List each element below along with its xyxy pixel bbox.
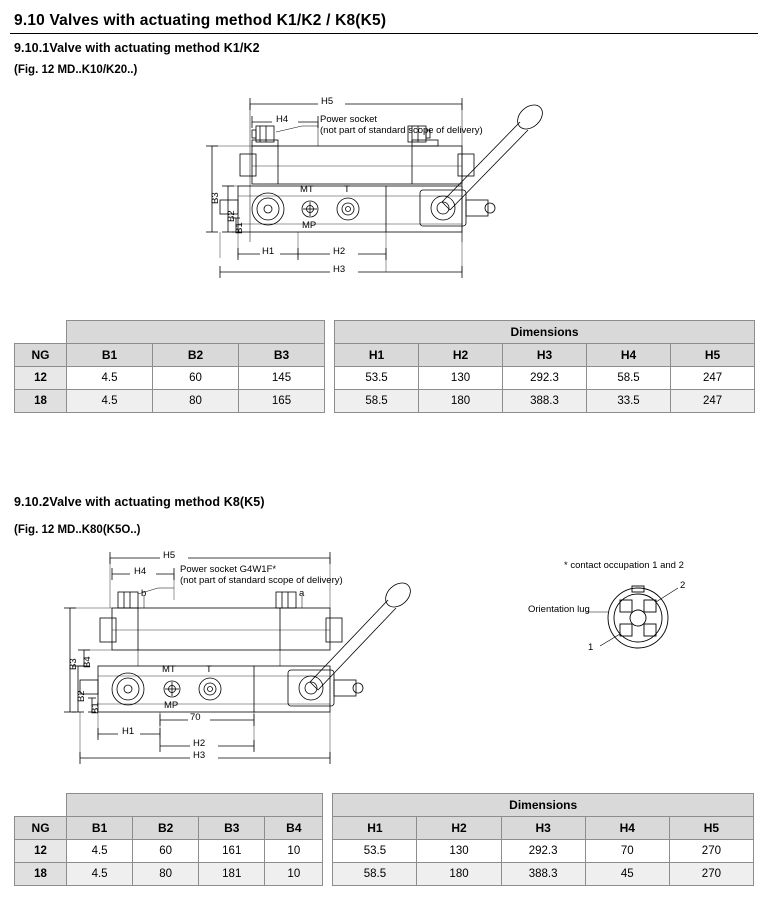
cell-b4: 10 <box>265 863 323 886</box>
dim-label-h4: H4 <box>276 114 289 125</box>
cell-h4: 33.5 <box>587 390 671 413</box>
cell-b1: 4.5 <box>67 840 133 863</box>
cell-h2: 180 <box>419 390 503 413</box>
dim-label-b2: B2 <box>226 210 237 222</box>
col-header-h3: H3 <box>501 817 585 840</box>
table-row <box>15 840 754 863</box>
table-header-row-group <box>15 321 755 344</box>
col-header-h2: H2 <box>417 817 501 840</box>
page-title: 9.10 Valves with actuating method K1/K2 / K8(K5) <box>14 12 387 29</box>
dim-label-b3: B3 <box>210 192 221 204</box>
cell-h2: 180 <box>417 863 501 886</box>
subsection-heading-2: 9.10.2Valve with actuating method K8(K5) <box>14 495 265 509</box>
column-gap <box>323 794 333 817</box>
contact-number-2: 2 <box>680 580 686 591</box>
dim-label-h2: H2 <box>193 738 206 749</box>
column-gap <box>323 840 333 863</box>
valve-mark-a: a <box>299 588 305 599</box>
contact-occupation-note: * contact occupation 1 and 2 <box>564 560 684 571</box>
table-column-header-row <box>15 344 755 367</box>
figure-caption-1: (Fig. 12 MD..K10/K20..) <box>14 64 138 76</box>
dim-label-h3: H3 <box>193 750 206 761</box>
col-header-b2: B2 <box>153 344 239 367</box>
dimensions-table-1 <box>14 320 755 413</box>
col-header-b2: B2 <box>133 817 199 840</box>
col-header-h4: H4 <box>585 817 669 840</box>
title-divider <box>10 33 758 34</box>
dim-label-h3: H3 <box>333 264 346 275</box>
cell-b1: 4.5 <box>67 863 133 886</box>
dim-label-70: 70 <box>190 712 201 723</box>
column-gap <box>323 817 333 840</box>
table-row <box>15 367 755 390</box>
dim-label-h4: H4 <box>134 566 147 577</box>
cell-h4: 58.5 <box>587 367 671 390</box>
port-label-mp: MP <box>302 220 317 231</box>
column-gap <box>325 344 335 367</box>
cell-ng: 18 <box>15 390 67 413</box>
table-row <box>15 390 755 413</box>
power-socket-note-2-line2: (not part of standard scope of delivery) <box>180 575 343 586</box>
column-gap <box>325 321 335 344</box>
cell-b3: 181 <box>199 863 265 886</box>
cell-h3: 292.3 <box>501 840 585 863</box>
orientation-lug-label: Orientation lug <box>528 604 590 615</box>
col-header-b1: B1 <box>67 817 133 840</box>
cell-h1: 53.5 <box>335 367 419 390</box>
cell-b4: 10 <box>265 840 323 863</box>
col-header-h1: H1 <box>333 817 417 840</box>
table-header-row-group <box>15 794 754 817</box>
header-spacer <box>15 321 67 344</box>
port-label-t: T <box>344 184 350 195</box>
subsection-heading-1: 9.10.1Valve with actuating method K1/K2 <box>14 41 260 55</box>
figure-2-drawing <box>40 538 460 778</box>
cell-b1: 4.5 <box>67 367 153 390</box>
cell-ng: 18 <box>15 863 67 886</box>
group-header-dimensions: Dimensions <box>335 321 755 344</box>
cell-h3: 388.3 <box>503 390 587 413</box>
dim-label-h1: H1 <box>262 246 275 257</box>
port-label-mt: MT <box>300 184 314 195</box>
table-column-header-row <box>15 817 754 840</box>
col-header-b3: B3 <box>239 344 325 367</box>
dim-label-h2: H2 <box>333 246 346 257</box>
cell-h5: 270 <box>669 840 753 863</box>
port-label-mt: MT <box>162 664 176 675</box>
col-header-b3: B3 <box>199 817 265 840</box>
port-label-mp: MP <box>164 700 179 711</box>
column-gap <box>323 863 333 886</box>
col-header-ng: NG <box>15 817 67 840</box>
col-header-h1: H1 <box>335 344 419 367</box>
col-header-b1: B1 <box>67 344 153 367</box>
power-socket-note-2 <box>180 564 343 586</box>
cell-h2: 130 <box>419 367 503 390</box>
group-header-left <box>67 321 325 344</box>
col-header-b4: B4 <box>265 817 323 840</box>
dim-label-b1: B1 <box>90 702 101 714</box>
cell-ng: 12 <box>15 840 67 863</box>
cell-b2: 80 <box>153 390 239 413</box>
cell-b1: 4.5 <box>67 390 153 413</box>
col-header-h5: H5 <box>671 344 755 367</box>
power-socket-note <box>320 114 483 136</box>
cell-h2: 130 <box>417 840 501 863</box>
cell-h5: 270 <box>669 863 753 886</box>
contact-occupation-detail <box>520 560 750 670</box>
dim-label-b1: B1 <box>234 222 245 234</box>
cell-b3: 165 <box>239 390 325 413</box>
cell-h5: 247 <box>671 367 755 390</box>
cell-b2: 80 <box>133 863 199 886</box>
cell-ng: 12 <box>15 367 67 390</box>
port-label-t: T <box>206 664 212 675</box>
table-row <box>15 863 754 886</box>
figure-caption-2: (Fig. 12 MD..K80(K5O..) <box>14 524 141 536</box>
cell-h3: 292.3 <box>503 367 587 390</box>
contact-number-1: 1 <box>588 642 594 653</box>
dimensions-table-2 <box>14 793 754 886</box>
dim-label-h5: H5 <box>163 550 176 561</box>
dim-label-b3: B3 <box>68 658 79 670</box>
group-header-left <box>67 794 323 817</box>
cell-b3: 145 <box>239 367 325 390</box>
power-socket-note-line2: (not part of standard scope of delivery) <box>320 125 483 136</box>
valve-mark-b: b <box>141 588 147 599</box>
power-socket-note-2-line1: Power socket G4W1F* <box>180 564 277 575</box>
dim-label-h1: H1 <box>122 726 135 737</box>
col-header-ng: NG <box>15 344 67 367</box>
col-header-h4: H4 <box>587 344 671 367</box>
figure-1-drawing <box>190 82 560 302</box>
cell-b2: 60 <box>133 840 199 863</box>
column-gap <box>325 367 335 390</box>
col-header-h2: H2 <box>419 344 503 367</box>
dim-label-h5: H5 <box>321 96 334 107</box>
col-header-h3: H3 <box>503 344 587 367</box>
cell-b3: 161 <box>199 840 265 863</box>
power-socket-note-line1: Power socket <box>320 114 378 125</box>
col-header-h5: H5 <box>669 817 753 840</box>
cell-h1: 53.5 <box>333 840 417 863</box>
cell-h1: 58.5 <box>333 863 417 886</box>
cell-h4: 70 <box>585 840 669 863</box>
cell-h5: 247 <box>671 390 755 413</box>
cell-b2: 60 <box>153 367 239 390</box>
cell-h4: 45 <box>585 863 669 886</box>
dim-label-b4: B4 <box>82 656 93 668</box>
cell-h1: 58.5 <box>335 390 419 413</box>
cell-h3: 388.3 <box>501 863 585 886</box>
column-gap <box>325 390 335 413</box>
header-spacer <box>15 794 67 817</box>
group-header-dimensions: Dimensions <box>333 794 754 817</box>
dim-label-b2: B2 <box>76 690 87 702</box>
